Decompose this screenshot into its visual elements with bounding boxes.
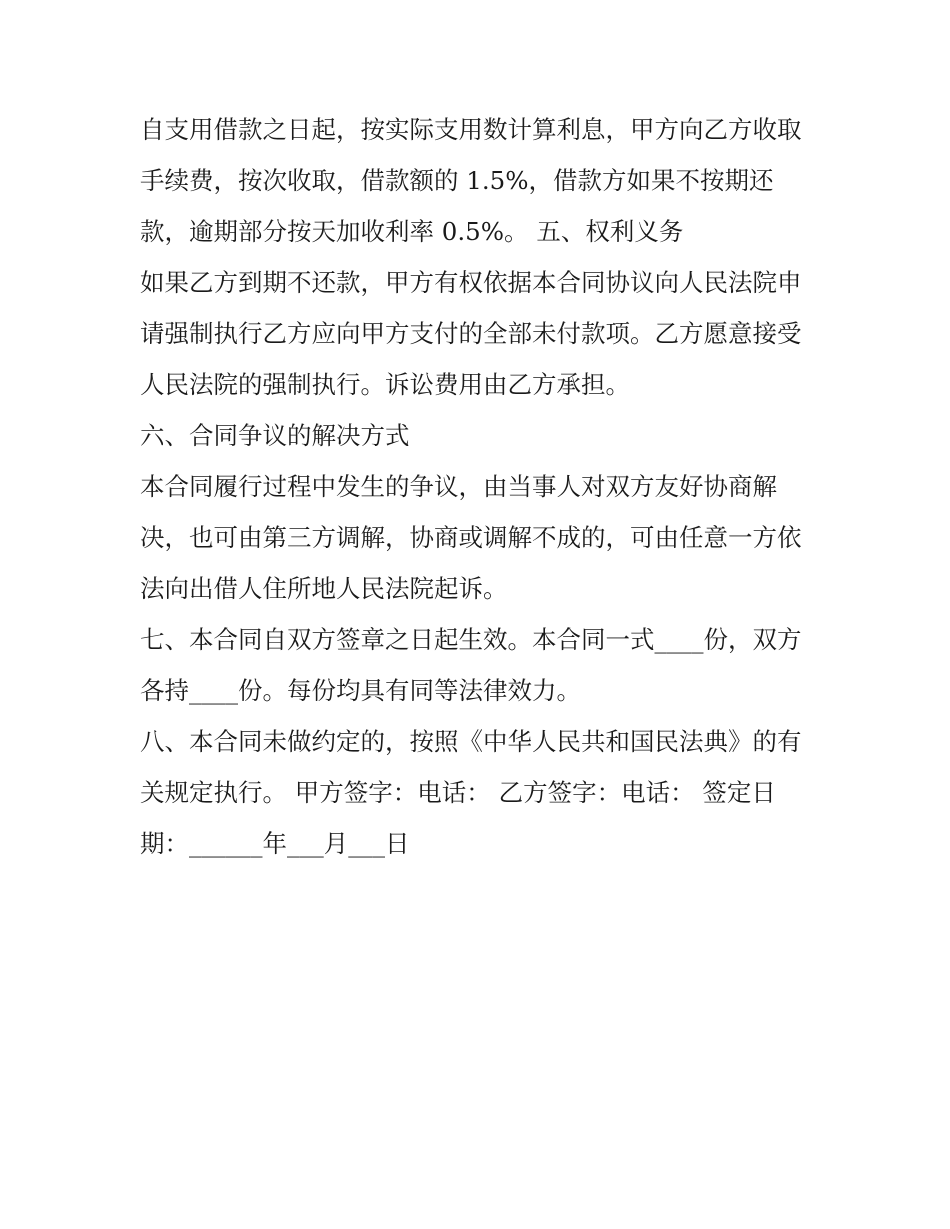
signature-line: 关规定执行。 甲方签字：电话： 乙方签字：电话： 签定日 xyxy=(140,778,776,807)
text-line: 七、本合同自双方签章之日起生效。本合同一式____份，双方 xyxy=(140,625,802,654)
text-line: 款，逾期部分按天加收利率 0.5%。 五、权利义务 xyxy=(140,217,684,246)
text-line: 自支用借款之日起，按实际支用数计算利息，甲方向乙方收取 xyxy=(140,115,802,144)
text-line: 八、本合同未做约定的，按照《中华人民共和国民法典》的有 xyxy=(140,727,802,756)
text-line: 决，也可由第三方调解，协商或调解不成的，可由任意一方依 xyxy=(140,523,802,552)
text-line: 各持____份。每份均具有同等法律效力。 xyxy=(140,676,581,705)
text-line: 人民法院的强制执行。诉讼费用由乙方承担。 xyxy=(140,370,630,399)
text-line: 法向出借人住所地人民法院起诉。 xyxy=(140,574,508,603)
text-line: 本合同履行过程中发生的争议，由当事人对双方友好协商解 xyxy=(140,472,777,501)
text-line: 手续费，按次收取，借款额的 1.5%，借款方如果不按期还 xyxy=(140,166,774,195)
text-line: 如果乙方到期不还款，甲方有权依据本合同协议向人民法院申 xyxy=(140,268,802,297)
contract-text xyxy=(140,104,830,869)
section-heading: 六、合同争议的解决方式 xyxy=(140,421,410,450)
text-line: 请强制执行乙方应向甲方支付的全部未付款项。乙方愿意接受 xyxy=(140,319,802,348)
date-line: 期：______年___月___日 xyxy=(140,829,410,858)
